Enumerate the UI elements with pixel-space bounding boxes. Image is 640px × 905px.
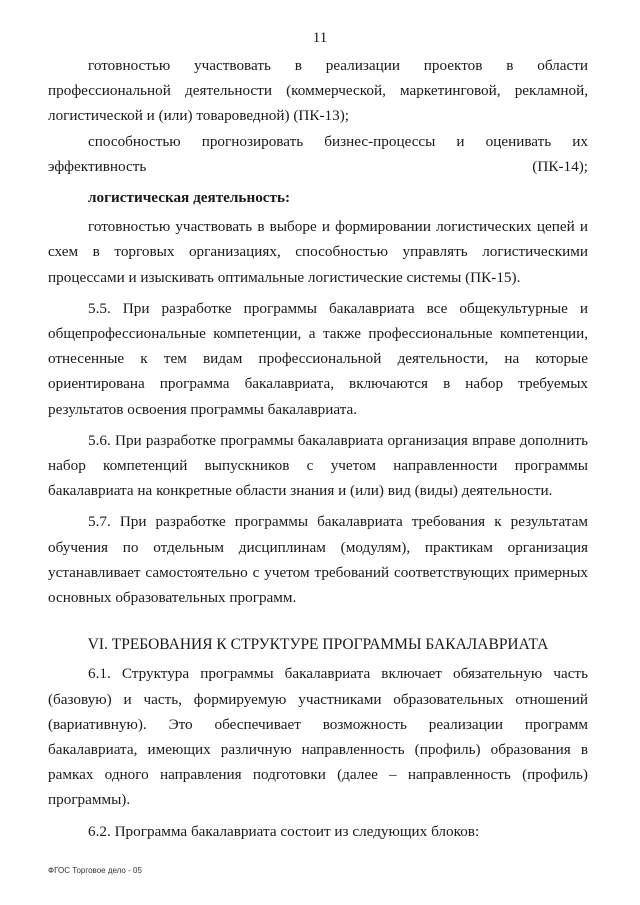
paragraph-6-2: 6.2. Программа бакалавриата состоит из следующих блоков: [88,822,480,840]
paragraph-6-1: 6.1. Структура программы бакалавриата включает обязательную часть (базовую) и часть, формируемую участниками образовательных отношений (вариативную). Это обеспечивает возможность реализации программ бакалавриата, имеющих различную направленность (профиль) образования в рамках одного направления подготовки (далее – направленность (профиль) программы). [48,665,588,809]
paragraph-pk15: готовностью участвовать в выборе и формировании логистических цепей и схем в торговых организациях, способностью управлять логистическими процессами и изыскивать оптимальные логистические системы (ПК-15). [48,218,588,286]
page-footer: ФГОС Торговое дело - 05 [48,866,142,875]
page-number: 11 [312,30,328,46]
paragraph-pk14: способностью прогнозировать бизнес-процессы и оценивать их эффективность (ПК-14); [48,132,588,175]
paragraph-pk13: готовностью участвовать в реализации проектов в области профессиональной деятельности (коммерческой, маркетинговой, рекламной, логистической и (или) товароведной) (ПК-13); [48,57,588,125]
section-heading-vi: VI. ТРЕБОВАНИЯ К СТРУКТУРЕ ПРОГРАММЫ БАКАЛАВРИАТА [87,636,549,654]
paragraph-5-5: 5.5. При разработке программы бакалавриата все общекультурные и общепрофессиональные компетенции, а также профессиональные компетенции, отнесенные к тем видам профессиональной деятельности, на которые ориентирована программа бакалавриата, включаются в набор требуемых результатов освоения программы бакалавриата. [48,299,588,418]
document-body [48,53,588,844]
subheading-logistics: логистическая деятельность: [88,189,291,207]
paragraph-5-7: 5.7. При разработке программы бакалавриата требования к результатам обучения по отдельным дисциплинам (модулям), практикам организация устанавливает самостоятельно с учетом требований соответствующих примерных основных образовательных программ. [48,513,588,607]
paragraph-5-6: 5.6. При разработке программы бакалавриата организация вправе дополнить набор компетенций выпускников с учетом направленности программы бакалавриата на конкретные области знания и (или) вид (виды) деятельности. [48,431,588,500]
